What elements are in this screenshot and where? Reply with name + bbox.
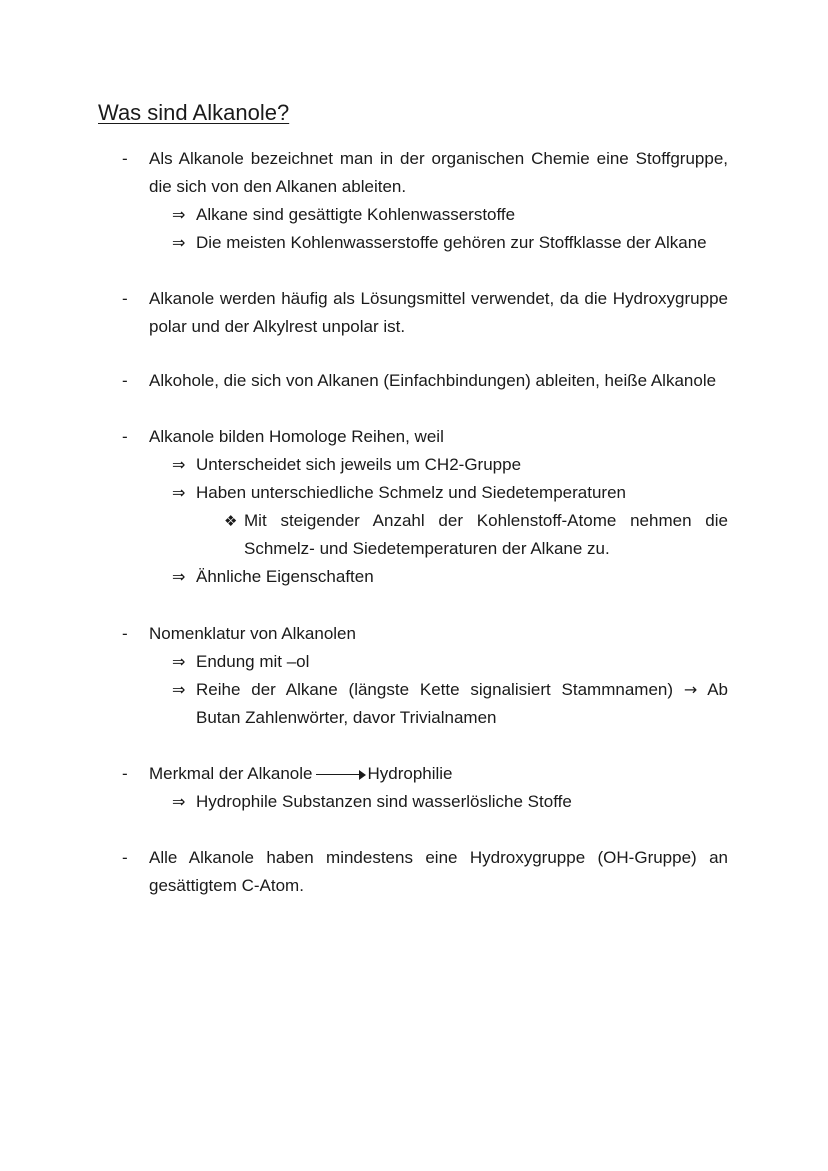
list-item [122,844,728,900]
long-arrow-icon [316,770,366,780]
page-title: Was sind Alkanole? [98,100,290,125]
bullet-dash: - [122,149,128,168]
list-item [122,423,728,591]
arrow-target-text: Hydrophilie [367,764,453,783]
sub-item [172,229,728,257]
implies-arrow-icon: ⇒ [172,205,186,224]
sub-item-text-continued: Ab Butan Zahlenwörter, davor Trivialnamen [196,680,728,727]
bullet-dash: - [122,371,128,390]
bullet-text: Alkanole bilden Homologe Reihen, weil [149,427,444,446]
implies-arrow-icon: ⇒ [172,483,186,502]
sub-item-text: Hydrophile Substanzen sind wasserlösliche Stoffe [196,792,572,811]
sub-item [172,563,728,591]
sub-item-text: Endung mit –ol [196,652,310,671]
bullet-dash: - [122,624,128,643]
bullet-dash: - [122,427,128,446]
sub-item [172,201,728,229]
diamond-bullet-icon: ❖ [224,512,238,530]
sub-item-text: Die meisten Kohlenwasserstoffe gehören zur Stoffklasse der Alkane [196,233,707,252]
bullet-text-row [149,760,728,788]
sub-sub-item-text: Mit steigender Anzahl der Kohlenstoff-Atome nehmen die Schmelz- und Siedetemperaturen der Alkane zu. [244,511,728,558]
sub-item [172,676,728,732]
implies-arrow-icon: ⇒ [172,567,186,586]
list-item [122,285,728,341]
list-item [122,760,728,816]
sub-sub-item [224,507,728,563]
bullet-text: Alle Alkanole haben mindestens eine Hydroxygruppe (OH-Gruppe) an gesättigtem C-Atom. [149,848,728,895]
sub-item-text: Ähnliche Eigenschaften [196,567,374,586]
sub-item-text: Unterscheidet sich jeweils um CH2-Gruppe [196,455,522,474]
right-arrow-icon: → [683,680,698,699]
bullet-text: Nomenklatur von Alkanolen [149,624,356,643]
implies-arrow-icon: ⇒ [172,652,186,671]
list-item [122,145,728,257]
implies-arrow-icon: ⇒ [172,233,186,252]
sub-item-text: Reihe der Alkane (längste Kette signalisiert Stammnamen) [196,680,674,699]
bullet-dash: - [122,764,128,783]
bullet-text: Als Alkanole bezeichnet man in der organischen Chemie eine Stoffgruppe, die sich von den Alkanen ableiten. [149,149,728,196]
implies-arrow-icon: ⇒ [172,680,186,699]
bullet-dash: - [122,848,128,867]
sub-item [172,788,728,816]
sub-item-text: Alkane sind gesättigte Kohlenwasserstoffe [196,205,516,224]
implies-arrow-icon: ⇒ [172,792,186,811]
sub-item [172,451,728,479]
bullet-text: Alkohole, die sich von Alkanen (Einfachbindungen) ableiten, heiße Alkanole [149,371,717,390]
list-item [122,620,728,732]
sub-item-text: Haben unterschiedliche Schmelz und Siedetemperaturen [196,483,626,502]
sub-item [172,479,728,507]
bullet-dash: - [122,289,128,308]
bullet-text: Merkmal der Alkanole [149,764,313,783]
implies-arrow-icon: ⇒ [172,455,186,474]
list-item [122,367,728,395]
bullet-text: Alkanole werden häufig als Lösungsmittel verwendet, da die Hydroxygruppe polar und der Alkylrest unpolar ist. [149,289,728,336]
sub-item [172,648,728,676]
